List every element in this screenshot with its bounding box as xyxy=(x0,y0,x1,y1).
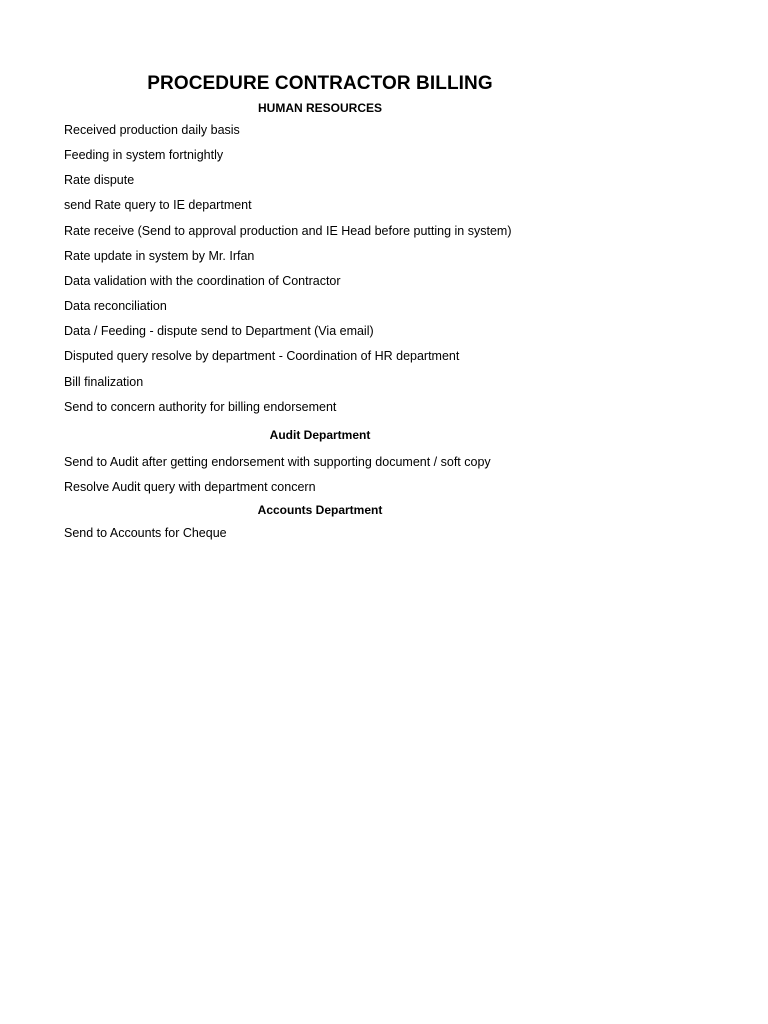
list-item: Rate dispute xyxy=(64,173,135,187)
list-item: Data validation with the coordination of Contractor xyxy=(64,274,341,288)
list-item: Send to Audit after getting endorsement with supporting document / soft copy xyxy=(64,455,491,469)
list-item: Received production daily basis xyxy=(64,123,240,137)
list-item: Disputed query resolve by department - Coordination of HR department xyxy=(64,349,460,363)
list-item: Data reconciliation xyxy=(64,299,167,313)
list-item: Feeding in system fortnightly xyxy=(64,148,224,162)
list-item: Rate update in system by Mr. Irfan xyxy=(64,249,255,263)
list-item: Data / Feeding - dispute send to Department (Via email) xyxy=(64,324,374,338)
list-item: Bill finalization xyxy=(64,375,144,389)
document-title: PROCEDURE CONTRACTOR BILLING xyxy=(147,73,493,94)
list-item: send Rate query to IE department xyxy=(64,198,252,212)
section-heading-human-resources: HUMAN RESOURCES xyxy=(257,101,382,115)
list-item: Resolve Audit query with department concern xyxy=(64,480,316,494)
section-heading-accounts-department: Accounts Department xyxy=(257,503,383,517)
list-item: Send to concern authority for billing endorsement xyxy=(64,400,337,414)
section-heading-audit-department: Audit Department xyxy=(269,428,371,442)
list-item: Send to Accounts for Cheque xyxy=(64,526,227,540)
list-item: Rate receive (Send to approval production and IE Head before putting in system) xyxy=(64,224,512,238)
